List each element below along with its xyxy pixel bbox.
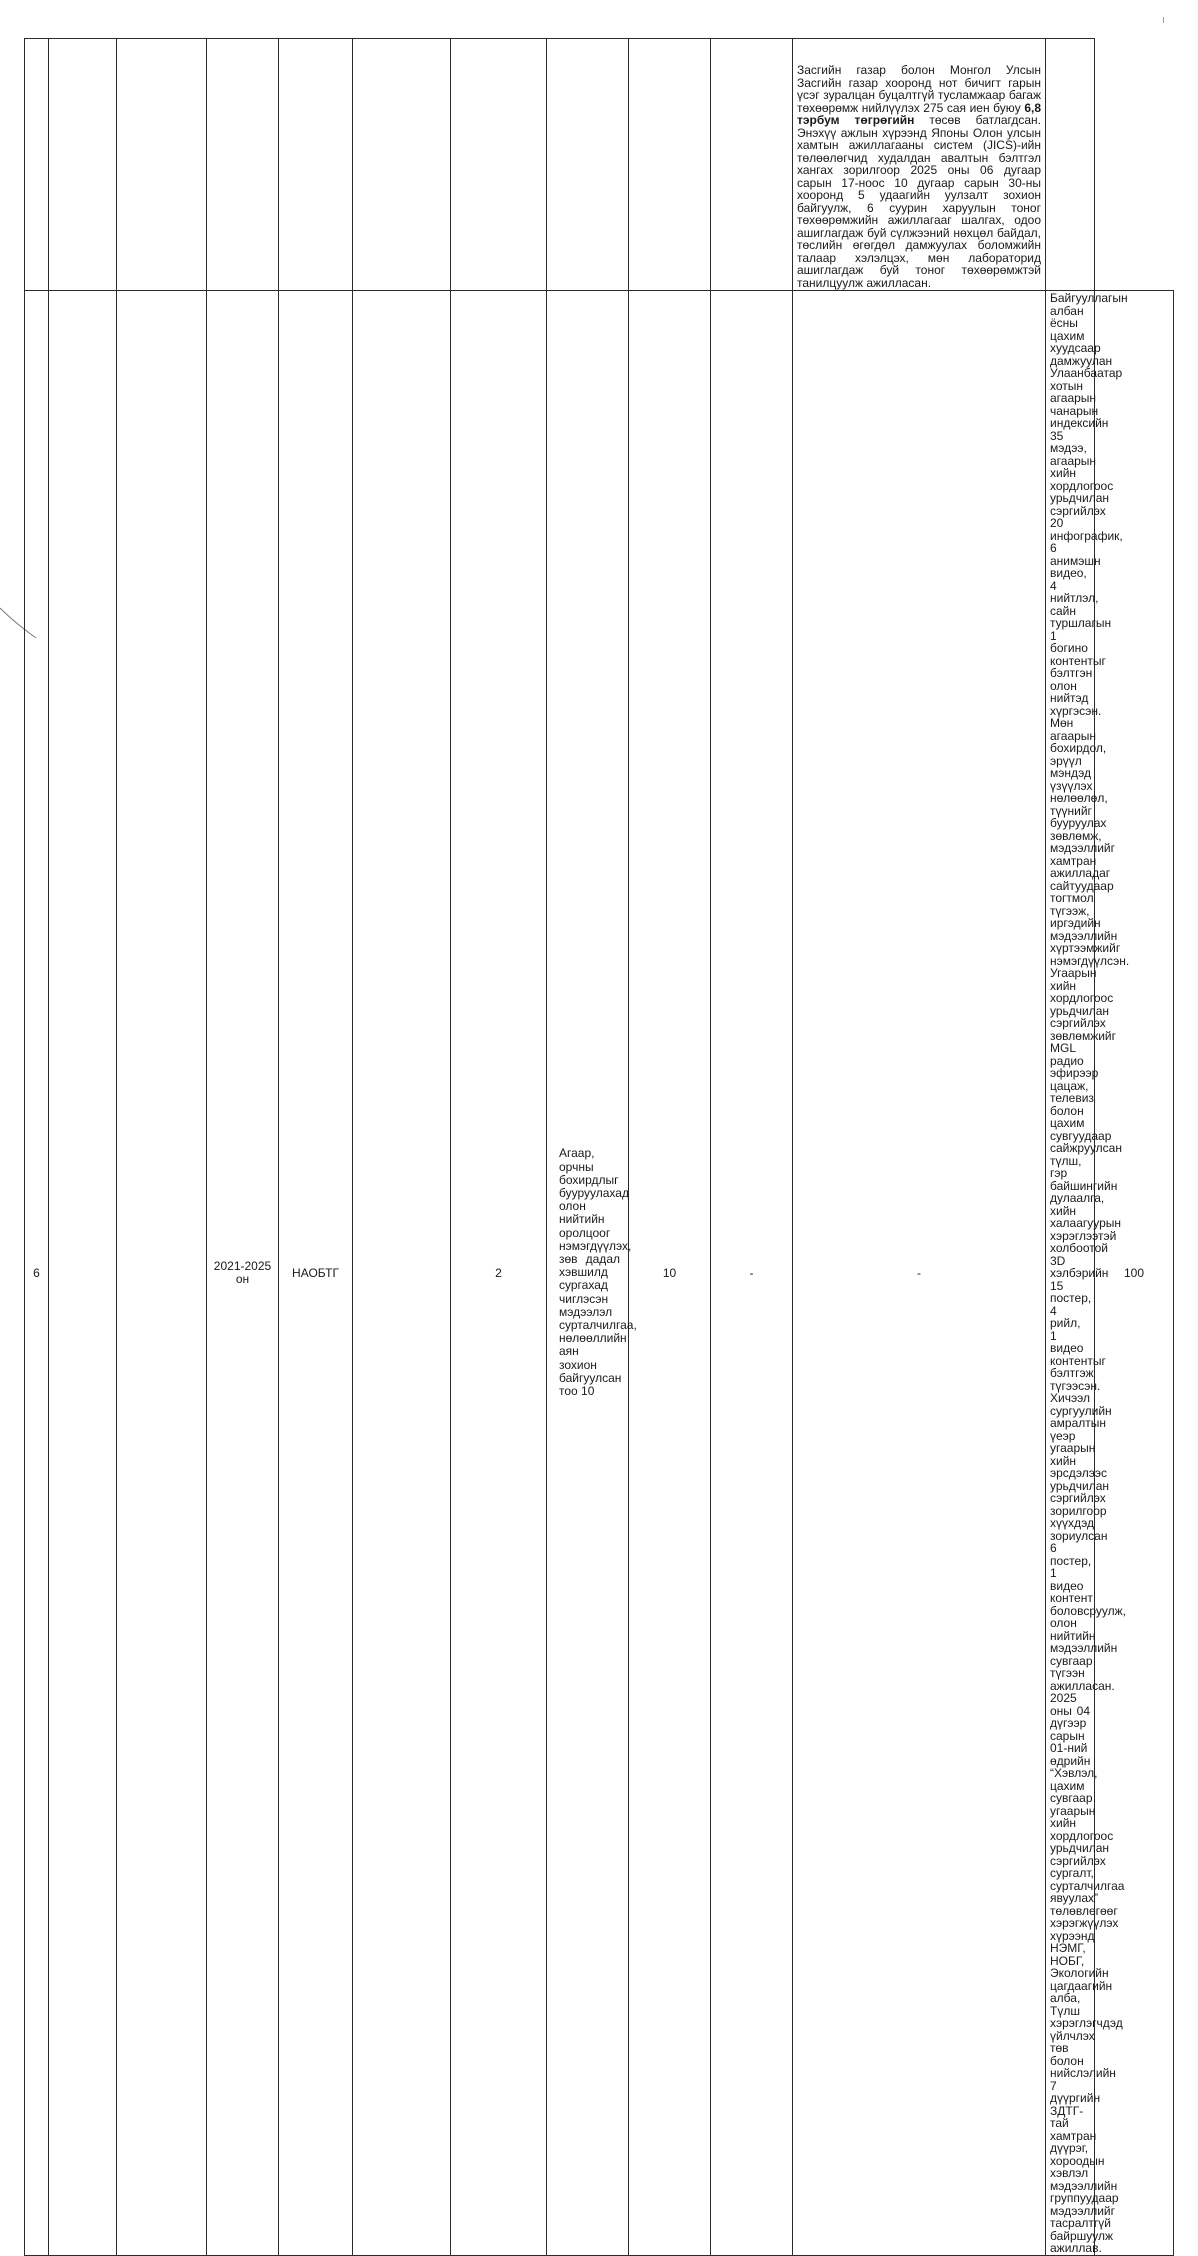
percent-cell: 100 [1095, 291, 1174, 2256]
table-cell [279, 39, 353, 291]
scan-speck [1163, 17, 1164, 23]
target-cell: 10 [629, 291, 711, 2256]
paragraph: Байгууллагын албан ёсны цахим хуудсаар дамжуулан Улаанбаатар хотын агаарын чанарын индексийн 35 мэдээ, агаарын хийн хордлогоос урьдчилан сэргийлэх 20 инфографик, 6 анимэшн видео, 4 нийтлэл, сайн туршлагын 1 богино контентыг бэлтгэн олон нийтэд хүргэсэн. Мөн агаарын бохирдол, эрүүл мэндэд үзүүлэх нөлөөлөл, түүнийг бууруулах зөвлөмж, мэдээллийг хамтран ажилладаг сайтуудаар тогтмол түгээж, иргэдийн мэдээллийн хүртээмжийг нэмэгдүүлсэн. [1050, 291, 1130, 968]
value-cell: - [711, 291, 793, 2256]
baseline-cell: 2 [451, 291, 547, 2256]
table-cell [49, 39, 117, 291]
report-table [24, 38, 1174, 2256]
table-cell [353, 291, 451, 2256]
table-cell [451, 39, 547, 291]
organization-cell: НАОБТГ [279, 291, 353, 2256]
paragraph: 2025 оны 04 дүгээр сарын 01-ний өдрийн “Хэвлэл, цахим сувгаар угаарын хийн хордлогоос урьдчилан сэргийлэх сургалт, сурталчилгаа явуулах” төлөвлөгөөг хэрэгжүүлэх хүрээнд НЭМГ, НОБГ, Экологийн цагдаагийн алба, Түлш хэрэглэгчдэд үйлчлэх төв болон нийслэлийн 7 дүүргийн ЗДТГ-тай хамтран дүүрэг, хороодын хэвлэл мэдээллийн группуудаар мэдээллийг тасралтгүй байршуулж ажиллав. [1050, 1691, 1125, 2255]
row-number-cell: 6 [25, 291, 49, 2256]
table-row [25, 291, 1174, 2256]
table-cell [547, 39, 629, 291]
value-cell: - [793, 291, 1046, 2256]
table-cell [711, 39, 793, 291]
table-cell [117, 39, 207, 291]
paragraph: Хичээл сургуулийн амралтын үеэр угаарын хийн эрсдэлээс урьдчилан сэргийлэх зорилгоор хүүхдэд зориулсан 6 постер, 1 видео контент боловсруулж, олон нийтийн мэдээллийн сувгаар түгээн ажилласан. [1050, 1391, 1126, 1693]
progress-text-cell [793, 39, 1046, 291]
table-cell [353, 39, 451, 291]
table-row [25, 39, 1174, 291]
progress-text-cell [1046, 291, 1130, 2256]
table-cell [629, 39, 711, 291]
table-cell [207, 39, 279, 291]
paragraph: Угаарын хийн хордлогоос урьдчилан сэргийлэх зөвлөмжийг MGL радио эфирээр цацаж, телевиз болон цахим сувгуудаар сайжруулсан түлш, гэр байшингийн дулаалга, хийн халаагуурын хэрэглээтэй холбоотой 3D хэлбэрийн 15 постер, 4 рийл, 1 видео контентыг бэлтгэж түгээсэн. [1050, 966, 1122, 1393]
table-cell [117, 291, 207, 2256]
emphasized-amount: 6,8 тэрбум төгрөгийн [797, 100, 1041, 127]
row-number-cell [25, 39, 49, 291]
table-cell [49, 291, 117, 2256]
paragraph: Засгийн газар болон Монгол Улсын Засгийн газар хооронд нот бичигт гарын үсэг зуралцан буцалтгүй тусламжаар багаж төхөөрөмж нийлүүлэх 275 сая иен буюу 6,8 тэрбум төгрөгийн төсөв батлагдсан. Энэхүү ажлын хүрээнд Японы Олон улсын хамтын ажиллагааны систем (JICS)-ийн төлөөлөгчид худалдан авалтын бэлтгэл хангах зорилгоор 2025 оны 06 дугаар сарын 17-ноос 10 дугаар сарын 30-ны хооронд 5 удаагийн уулзалт зохион байгуулж, 6 суурин харуулын тоног төхөөрөмжийн ажиллагааг шалгах, одоо ашиглагдаж буй сүлжээний нөхцөл байдал, төслийн өгөгдөл дамжуулах боломжийн талаар хэлэлцэх, мөн лабораторид ашиглагдаж буй тоног төхөөрөмжтэй танилцуулж ажилласан. [797, 63, 1041, 290]
period-cell: 2021-2025 он [207, 291, 279, 2256]
indicator-cell: Агаар, орчны бохирдлыг бууруулахад олон нийтийн оролцоог нэмэгдүүлэх, зөв дадал хэвшилд сургахад чиглэсэн мэдээлэл сурталчилгаа, нөлөөллийн аян зохион байгуулсан тоо 10 [547, 291, 629, 2256]
table-cell [1046, 39, 1095, 291]
